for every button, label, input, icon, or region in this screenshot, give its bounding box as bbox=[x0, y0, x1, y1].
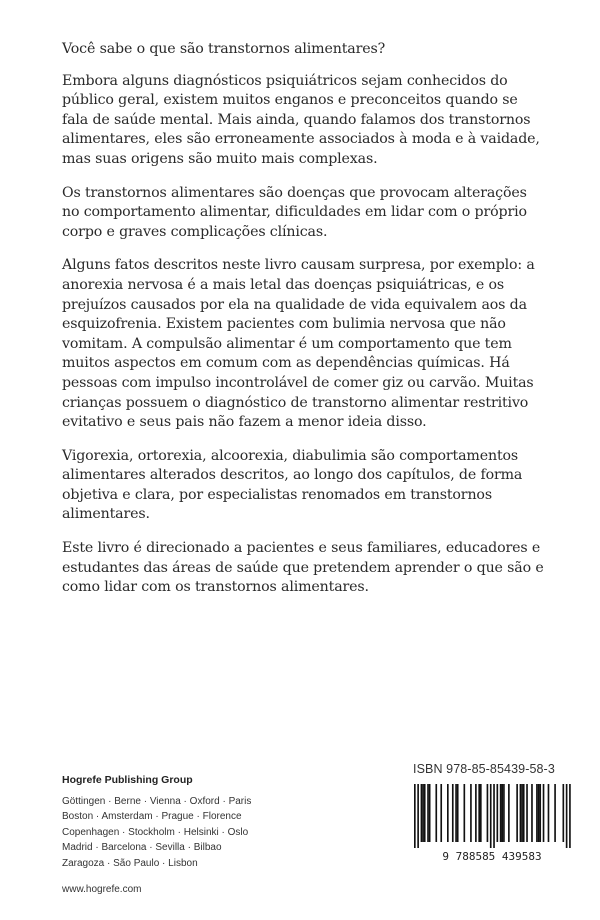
publisher-cities: Zaragoza · São Paulo · Lisbon bbox=[62, 857, 198, 869]
barcode-bar bbox=[464, 784, 466, 842]
barcode-bar bbox=[455, 784, 457, 842]
publisher-cities: Madrid · Barcelona · Sevilla · Bilbao bbox=[62, 842, 222, 854]
barcode-bar bbox=[563, 784, 565, 842]
isbn-label: ISBN 978-85-85439-58-3 bbox=[413, 762, 555, 776]
publisher-info bbox=[62, 773, 362, 897]
barcode-bars bbox=[402, 784, 582, 850]
back-cover-blurb bbox=[62, 40, 547, 612]
blurb-paragraph: Embora alguns diagnósticos psiquiátricos sejam conhecidos do público geral, existem muitos enganos e preconceitos quando se fala de saúde mental. Mais ainda, quando falamos dos transtornos alimentares, eles são erroneamente associados à moda e à vaidade, mas suas origens são muito mais complexas. bbox=[62, 72, 540, 167]
barcode-digits: 9 788585 439583 bbox=[442, 850, 542, 863]
barcode-bar bbox=[520, 784, 522, 842]
barcode-bar bbox=[543, 784, 545, 842]
barcode-bar bbox=[478, 784, 480, 842]
barcode-bar bbox=[548, 784, 550, 842]
barcode-bar bbox=[490, 784, 492, 848]
barcode-bar bbox=[475, 784, 477, 842]
barcode-bar bbox=[538, 784, 540, 842]
barcode-bar bbox=[523, 784, 525, 842]
barcode-bar bbox=[422, 784, 424, 842]
barcode-bar bbox=[424, 784, 426, 842]
barcode-bar bbox=[417, 784, 419, 848]
barcode-bar bbox=[536, 784, 538, 842]
blurb-paragraph: Este livro é direcionado a pacientes e seus familiares, educadores e estudantes das áreas de saúde que pretendem aprender o que são e como lidar com os transtornos alimentares. bbox=[62, 540, 544, 596]
barcode-bar bbox=[569, 784, 571, 848]
barcode-bar bbox=[526, 784, 528, 842]
isbn-barcode bbox=[402, 784, 582, 866]
barcode-bar bbox=[521, 784, 523, 842]
barcode-bar bbox=[457, 784, 459, 842]
barcode-bar bbox=[554, 784, 556, 842]
barcode-bar bbox=[429, 784, 431, 842]
barcode-bar bbox=[421, 784, 423, 842]
barcode-bar bbox=[500, 784, 502, 842]
barcode-bar bbox=[493, 784, 495, 848]
barcode-bar bbox=[501, 784, 503, 842]
barcode-bar bbox=[497, 784, 499, 842]
barcode-bar bbox=[427, 784, 429, 842]
barcode-bar bbox=[566, 784, 568, 848]
blurb-paragraph: Vigorexia, ortorexia, alcoorexia, diabulimia são comportamentos alimentares alterados descritos, ao longo dos capítulos, de forma objetiva e clara, por especialistas renomados em transtornos alimentares. bbox=[62, 447, 523, 523]
publisher-cities: Copenhagen · Stockholm · Helsinki · Oslo bbox=[62, 826, 249, 838]
blurb-paragraph: Alguns fatos descritos neste livro causam surpresa, por exemplo: a anorexia nervosa é a mais letal das doenças psiquiátricas, e os prejuízos causados por ela na qualidade de vida equivalem aos da esquizofrenia. Existem pacientes com bulimia nervosa que não vomitam. A compulsão alimentar é um comportamento que tem muitos aspectos em comum com as dependências químicas. Há pessoas com impulso incontrolável de comer giz ou carvão. Muitas crianças possuem o diagnóstico de transtorno alimentar restritivo evitativo e seus pais não fazem a menor ideia disso. bbox=[62, 257, 535, 431]
barcode-bar bbox=[539, 784, 541, 842]
barcode-bar bbox=[447, 784, 449, 842]
barcode-bar bbox=[414, 784, 416, 848]
blurb-question: Você sabe o que são transtornos alimentares? bbox=[62, 41, 386, 57]
barcode-bar bbox=[508, 784, 510, 842]
blurb-paragraph: Os transtornos alimentares são doenças que provocam alterações no comportamento alimentar, dificuldades em lidar com o próprio corpo e graves complicações clínicas. bbox=[62, 184, 527, 240]
barcode-bar bbox=[440, 784, 442, 842]
publisher-website: www.hogrefe.com bbox=[62, 883, 142, 895]
publisher-cities: Göttingen · Berne · Vienna · Oxford · Paris bbox=[62, 795, 252, 807]
barcode-bar bbox=[452, 784, 454, 842]
publisher-name: Hogrefe Publishing Group bbox=[62, 774, 193, 786]
publisher-cities: Boston · Amsterdam · Prague · Florence bbox=[62, 811, 242, 823]
barcode-bar bbox=[516, 784, 518, 842]
barcode-bar bbox=[480, 784, 482, 842]
barcode-bar bbox=[435, 784, 437, 842]
barcode-bar bbox=[470, 784, 472, 842]
barcode-bar bbox=[531, 784, 533, 842]
barcode-bar bbox=[487, 784, 489, 842]
barcode-bar bbox=[503, 784, 505, 842]
